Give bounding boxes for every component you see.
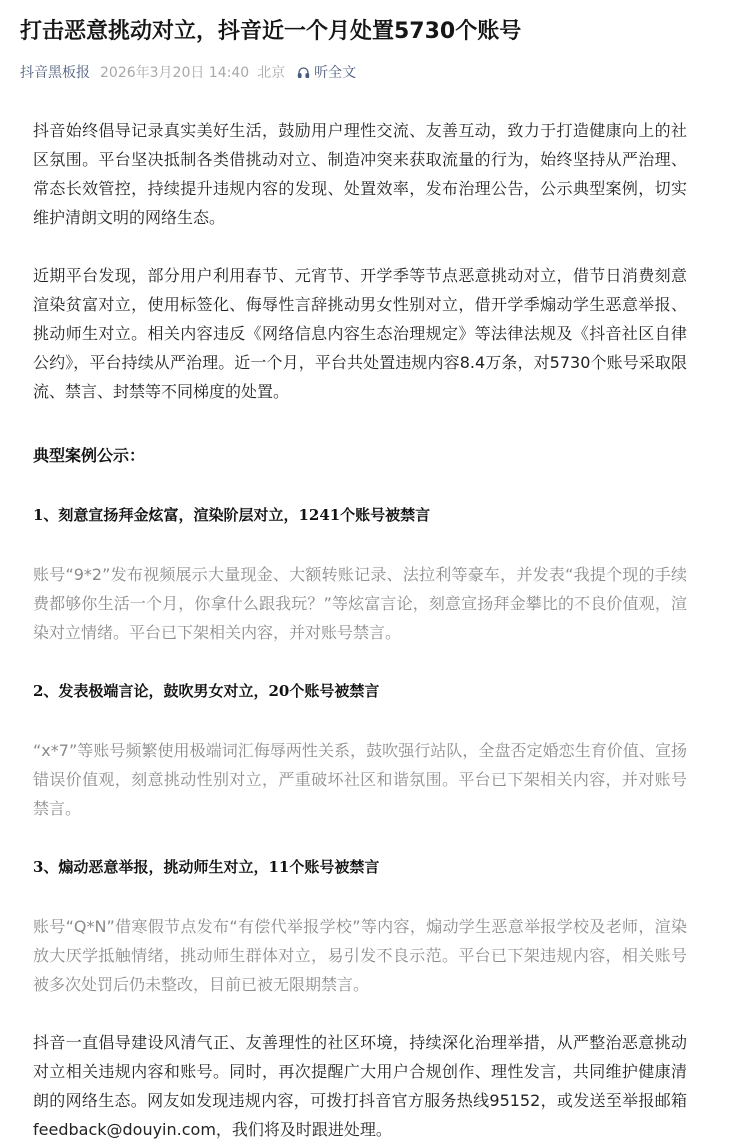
intro-paragraph: 抖音始终倡导记录真实美好生活，鼓励用户理性交流、友善互动，致力于打造健康向上的社区氛围。平台坚决抵制各类借挑动对立、制造冲突来获取流量的行为，始终坚持从严治理、常态长效管控，持续提升违规内容的发现、处置效率，发布治理公告，公示典型案例，切实维护清朗文明的网络生态。	[33, 121, 687, 227]
cases-heading: 典型案例公示：	[33, 446, 146, 465]
article-body	[33, 116, 687, 1144]
case-2-heading: 2、发表极端言论，鼓吹男女对立，20个账号被禁言	[33, 682, 380, 700]
listen-full-text-button[interactable]	[297, 62, 356, 82]
article-source[interactable]: 抖音黑板报	[20, 65, 90, 81]
publish-date: 2026年3月20日 14:40	[100, 65, 250, 81]
case-1-heading: 1、刻意宣扬拜金炫富，渲染阶层对立，1241个账号被禁言	[33, 506, 431, 524]
case-2-body: “x*7”等账号频繁使用极端词汇侮辱两性关系，鼓吹强行站队，全盘否定婚恋生育价值、宣扬错误价值观，刻意挑动性别对立，严重破坏社区和谐氛围。平台已下架相关内容，并对账号禁言。	[33, 741, 687, 818]
article-meta	[20, 61, 356, 83]
publish-location: 北京	[257, 65, 286, 81]
case-3-body: 账号“Q*N”借寒假节点发布“有偿代举报学校”等内容，煽动学生恶意举报学校及老师，渲染放大厌学抵触情绪，挑动师生群体对立，易引发不良示范。平台已下架违规内容，相关账号被多次处罚后仍未整改，目前已被无限期禁言。	[33, 917, 687, 994]
listen-label: 听全文	[314, 65, 357, 81]
closing-paragraph: 抖音一直倡导建设风清气正、友善理性的社区环境，持续深化治理举措，从严整治恶意挑动对立相关违规内容和账号。同时，再次提醒广大用户合规创作、理性发言，共同维护健康清朗的网络生态。网友如发现违规内容，可拨打抖音官方服务热线95152，或发送至举报邮箱feedback@douyin.com，我们将及时跟进处理。	[33, 1033, 687, 1139]
article-title: 打击恶意挑动对立，抖音近一个月处置5730个账号	[20, 19, 522, 44]
headphones-icon	[297, 66, 314, 79]
findings-paragraph: 近期平台发现，部分用户利用春节、元宵节、开学季等节点恶意挑动对立，借节日消费刻意渲染贫富对立，使用标签化、侮辱性言辞挑动男女性别对立，借开学季煽动学生恶意举报、挑动师生对立。相关内容违反《网络信息内容生态治理规定》等法律法规及《抖音社区自律公约》，平台持续从严治理。近一个月，平台共处置违规内容8.4万条，对5730个账号采取限流、禁言、封禁等不同梯度的处置。	[33, 266, 687, 401]
case-1-body: 账号“9*2”发布视频展示大量现金、大额转账记录、法拉利等豪车，并发表“我提个现的手续费都够你生活一个月，你拿什么跟我玩？”等炫富言论，刻意宣扬拜金攀比的不良价值观，渲染对立情绪。平台已下架相关内容，并对账号禁言。	[33, 565, 687, 642]
case-3-heading: 3、煽动恶意举报，挑动师生对立，11个账号被禁言	[33, 858, 380, 876]
